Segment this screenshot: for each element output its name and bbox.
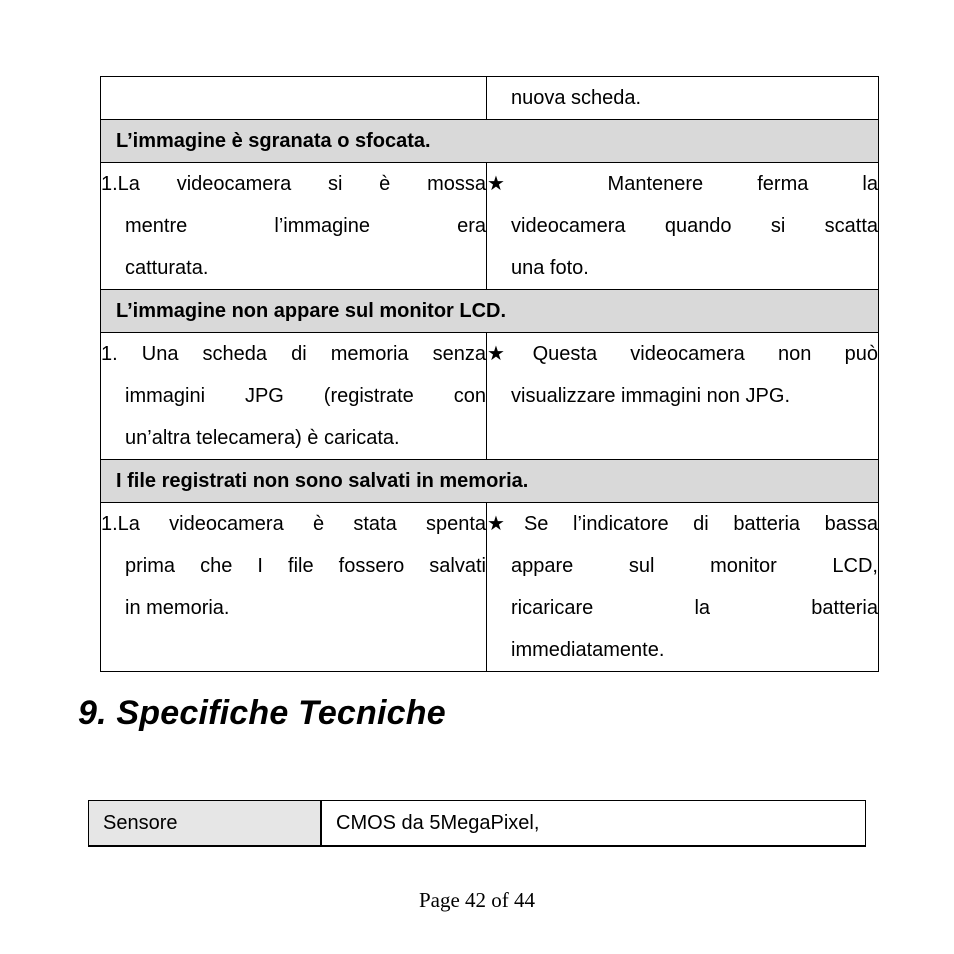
cause-line: un’altra telecamera) è caricata.	[125, 427, 400, 449]
cause-line: in memoria.	[125, 597, 230, 619]
spec-value: CMOS da 5MegaPixel,	[321, 801, 866, 847]
remedy-line: ★Se l’indicatore di batteria bassa	[487, 513, 878, 535]
table-row	[101, 77, 879, 120]
table-row	[101, 503, 879, 672]
section-title: 9. Specifiche Tecniche	[78, 694, 446, 732]
remedy-line: una foto.	[511, 257, 589, 279]
remedy-line: nuova scheda.	[511, 87, 642, 109]
remedy-cell	[487, 333, 879, 460]
cause-cell	[101, 333, 487, 460]
remedy-line: appare sul monitor LCD,	[511, 555, 878, 577]
spec-label: Sensore	[89, 801, 322, 847]
troubleshooting-table	[100, 76, 879, 672]
remedy-line: visualizzare immagini non JPG.	[511, 385, 790, 407]
section-header: I file registrati non sono salvati in memoria.	[101, 460, 879, 503]
section-header: L’immagine non appare sul monitor LCD.	[101, 290, 879, 333]
cause-line: immagini JPG (registrate con	[125, 385, 486, 407]
cause-line: 1.La videocamera è stata spenta	[101, 513, 486, 535]
remedy-line: videocamera quando si scatta	[511, 215, 878, 237]
cause-cell	[101, 163, 487, 290]
remedy-line: ★ Mantenere ferma la	[487, 173, 878, 195]
table-row	[101, 163, 879, 290]
remedy-line: immediatamente.	[511, 639, 665, 661]
spec-table	[88, 800, 866, 847]
remedy-cell	[487, 503, 879, 672]
page-footer: Page 42 of 44	[418, 888, 536, 912]
cause-cell	[101, 77, 487, 120]
section-header: L’immagine è sgranata o sfocata.	[101, 120, 879, 163]
section-header-row	[101, 290, 879, 333]
cause-line: 1.La videocamera si è mossa	[101, 173, 486, 195]
remedy-cell	[487, 163, 879, 290]
cause-line: mentre l’immagine era	[125, 215, 486, 237]
cause-line: catturata.	[125, 257, 209, 279]
cause-line: 1. Una scheda di memoria senza	[101, 343, 486, 365]
cause-line: prima che I file fossero salvati	[125, 555, 486, 577]
section-header-row	[101, 460, 879, 503]
table-row	[89, 801, 866, 847]
remedy-cell	[487, 77, 879, 120]
remedy-line: ricaricare la batteria	[511, 597, 878, 619]
cause-cell	[101, 503, 487, 672]
section-header-row	[101, 120, 879, 163]
table-row	[101, 333, 879, 460]
remedy-line: ★Questa videocamera non può	[487, 343, 878, 365]
